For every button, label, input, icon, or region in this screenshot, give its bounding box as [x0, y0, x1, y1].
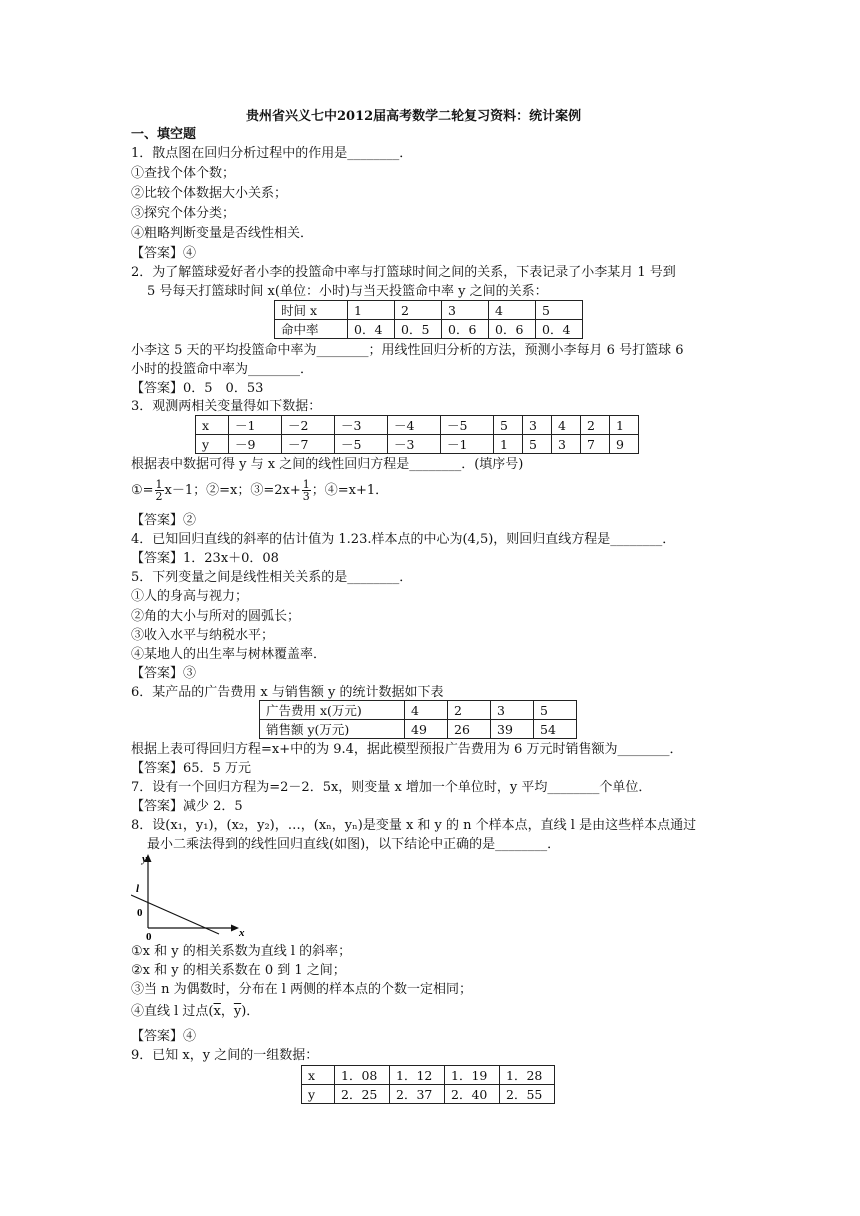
q7-answer: 【答案】减少 2．5: [131, 799, 243, 814]
fraction-one-third: [302, 479, 311, 502]
table-cell: 7: [581, 435, 610, 454]
table-cell: x: [302, 1066, 335, 1085]
fraction-denominator: 2: [155, 490, 163, 503]
table-cell: y: [196, 435, 229, 454]
table-row: [260, 720, 577, 739]
table-cell: 2: [448, 701, 491, 720]
q3-options-text: x－1；②=x；③=2x+: [164, 483, 301, 498]
q3-options: [131, 479, 388, 503]
table-cell: 1: [494, 435, 523, 454]
q2-question-line1: 小李这 5 天的平均投篮命中率为________；用线性回归分析的方法，预测小李每月 6 号打篮球 6: [131, 343, 684, 358]
intercept-label: 0: [137, 907, 143, 919]
q8-option-1: ①x 和 y 的相关系数为直线 l 的斜率；: [131, 944, 352, 959]
table-cell: 1．19: [445, 1066, 500, 1085]
table-cell: －5: [335, 435, 388, 454]
y-axis-label: y: [142, 853, 147, 865]
q3-question: 根据表中数据可得 y 与 x 之间的线性回归方程是________．(填序号): [131, 457, 524, 472]
document-title: 贵州省兴义七中2012届高考数学二轮复习资料：统计案例: [246, 109, 582, 124]
q1-option-1: ①查找个体个数；: [131, 166, 236, 181]
table-cell: 0．4: [348, 320, 395, 339]
q3-table: [195, 415, 639, 454]
table-cell: －7: [282, 435, 335, 454]
table-cell: 销售额 y(万元): [260, 720, 405, 739]
fraction-numerator: 1: [155, 478, 163, 491]
table-row: [196, 435, 639, 454]
q8-answer: 【答案】④: [131, 1029, 197, 1044]
table-cell: 2．37: [390, 1085, 445, 1104]
q8-option-4: [131, 1003, 259, 1020]
table-cell: 4: [405, 701, 448, 720]
y-bar: $\overline{y}$: [233, 1004, 242, 1019]
q6-stem: 6．某产品的广告费用 x 与销售额 y 的统计数据如下表: [131, 685, 444, 700]
q3-options-text: ①=: [131, 483, 154, 498]
q5-option-2: ②角的大小与所对的圆弧长；: [131, 609, 301, 624]
table-row: [275, 320, 583, 339]
fraction-denominator: 3: [302, 490, 310, 503]
table-cell: 5: [494, 416, 523, 435]
q8-option-3: ③当 n 为偶数时，分布在 l 两侧的样本点的个数一定相同；: [131, 982, 473, 997]
table-cell: 2．25: [335, 1085, 390, 1104]
table-cell: 9: [610, 435, 639, 454]
regression-graph: [131, 848, 251, 940]
table-cell: －2: [282, 416, 335, 435]
q9-stem: 9．已知 x，y 之间的一组数据：: [131, 1048, 319, 1063]
fraction-one-half: [155, 479, 164, 502]
x-axis-label: x: [239, 927, 245, 939]
q5-option-4: ④某地人的出生率与树林覆盖率．: [131, 647, 327, 662]
table-cell: 0．6: [489, 320, 536, 339]
table-cell: 时间 x: [275, 301, 348, 320]
x-bar: $\overline{x}$: [213, 1004, 221, 1019]
q2-question-line2: 小时的投篮命中率为________．: [131, 362, 314, 377]
table-cell: －1: [229, 416, 282, 435]
table-cell: 54: [534, 720, 577, 739]
table-cell: 1．08: [335, 1066, 390, 1085]
table-cell: －9: [229, 435, 282, 454]
table-cell: 2．55: [500, 1085, 555, 1104]
table-cell: 5: [523, 435, 552, 454]
table-cell: 0．4: [536, 320, 583, 339]
table-cell: －1: [441, 435, 494, 454]
q2-answer: 【答案】0．5 0．53: [131, 381, 264, 396]
q3-answer: 【答案】②: [131, 513, 197, 528]
table-cell: －4: [388, 416, 441, 435]
q8-option-2: ②x 和 y 的相关系数在 0 到 1 之间；: [131, 963, 346, 978]
table-cell: 0．6: [442, 320, 489, 339]
q6-answer: 【答案】65．5 万元: [131, 761, 251, 776]
origin-label: 0: [146, 931, 152, 940]
table-row: [302, 1066, 555, 1085]
table-cell: 3: [491, 701, 534, 720]
table-cell: 2: [581, 416, 610, 435]
q6-question: 根据上表可得回归方程=x+中的为 9.4，据此模型预报广告费用为 6 万元时销售额为________．: [131, 742, 683, 757]
table-cell: 2．40: [445, 1085, 500, 1104]
q9-table: [301, 1065, 555, 1104]
table-cell: 26: [448, 720, 491, 739]
q8-option-4-text: ④直线 l 过点(: [131, 1004, 214, 1019]
table-cell: －3: [335, 416, 388, 435]
q1-option-3: ③探究个体分类；: [131, 206, 236, 221]
table-cell: 49: [405, 720, 448, 739]
q4-answer: 【答案】1．23x＋0．08: [131, 551, 279, 566]
q7-stem: 7．设有一个回归方程为=2－2．5x，则变量 x 增加一个单位时，y 平均________个单位．: [131, 780, 652, 795]
table-row: [302, 1085, 555, 1104]
table-row: [196, 416, 639, 435]
table-cell: 1: [610, 416, 639, 435]
q1-stem: 1．散点图在回归分析过程中的作用是________．: [131, 146, 413, 161]
x-axis-arrow-icon: [231, 925, 239, 932]
table-cell: 39: [491, 720, 534, 739]
table-cell: 1．28: [500, 1066, 555, 1085]
q6-table: [259, 700, 577, 739]
section-heading: 一、填空题: [131, 127, 197, 142]
table-row: [275, 301, 583, 320]
table-cell: y: [302, 1085, 335, 1104]
table-cell: 2: [395, 301, 442, 320]
q5-option-3: ③收入水平与纳税水平；: [131, 628, 275, 643]
q5-option-1: ①人的身高与视力；: [131, 589, 249, 604]
q1-answer: 【答案】④: [131, 246, 197, 261]
q3-stem: 3．观测两相关变量得如下数据：: [131, 399, 322, 414]
table-cell: 1．12: [390, 1066, 445, 1085]
q2-stem-line2: 5 号每天打篮球时间 x(单位：小时)与当天投篮命中率 y 之间的关系：: [147, 284, 548, 299]
q8-stem-line2: 最小二乘法得到的线性回归直线(如图)，以下结论中正确的是________．: [147, 837, 561, 852]
q5-stem: 5．下列变量之间是线性相关关系的是________．: [131, 570, 413, 585]
q8-option-4-text: ，: [220, 1004, 234, 1019]
q2-table: [274, 300, 583, 339]
table-cell: 0．5: [395, 320, 442, 339]
table-cell: 4: [489, 301, 536, 320]
q8-option-4-text: )．: [241, 1004, 260, 1019]
fraction-numerator: 1: [302, 478, 310, 491]
table-cell: 3: [552, 435, 581, 454]
q1-option-4: ④粗略判断变量是否线性相关．: [131, 226, 314, 241]
table-cell: 3: [442, 301, 489, 320]
line-label: l: [136, 883, 140, 895]
table-cell: 3: [523, 416, 552, 435]
table-cell: 5: [534, 701, 577, 720]
table-cell: x: [196, 416, 229, 435]
table-cell: 命中率: [275, 320, 348, 339]
q2-stem-line1: 2．为了解篮球爱好者小李的投篮命中率与打篮球时间之间的关系，下表记录了小李某月 1 号到: [131, 265, 676, 280]
table-cell: 5: [536, 301, 583, 320]
q1-option-2: ②比较个体数据大小关系；: [131, 186, 288, 201]
table-row: [260, 701, 577, 720]
table-cell: 4: [552, 416, 581, 435]
q3-options-text: ；④=x+1．: [311, 483, 389, 498]
table-cell: －3: [388, 435, 441, 454]
table-cell: 广告费用 x(万元): [260, 701, 405, 720]
table-cell: 1: [348, 301, 395, 320]
table-cell: －5: [441, 416, 494, 435]
q4-stem: 4．已知回归直线的斜率的估计值为 1.23.样本点的中心为(4,5)，则回归直线方程是________．: [131, 532, 676, 547]
q8-stem-line1: 8．设(x₁，y₁)，(x₂，y₂)，…，(xₙ，yₙ)是变量 x 和 y 的 n 个样本点，直线 l 是由这些样本点通过: [131, 818, 697, 833]
q5-answer: 【答案】③: [131, 666, 197, 681]
